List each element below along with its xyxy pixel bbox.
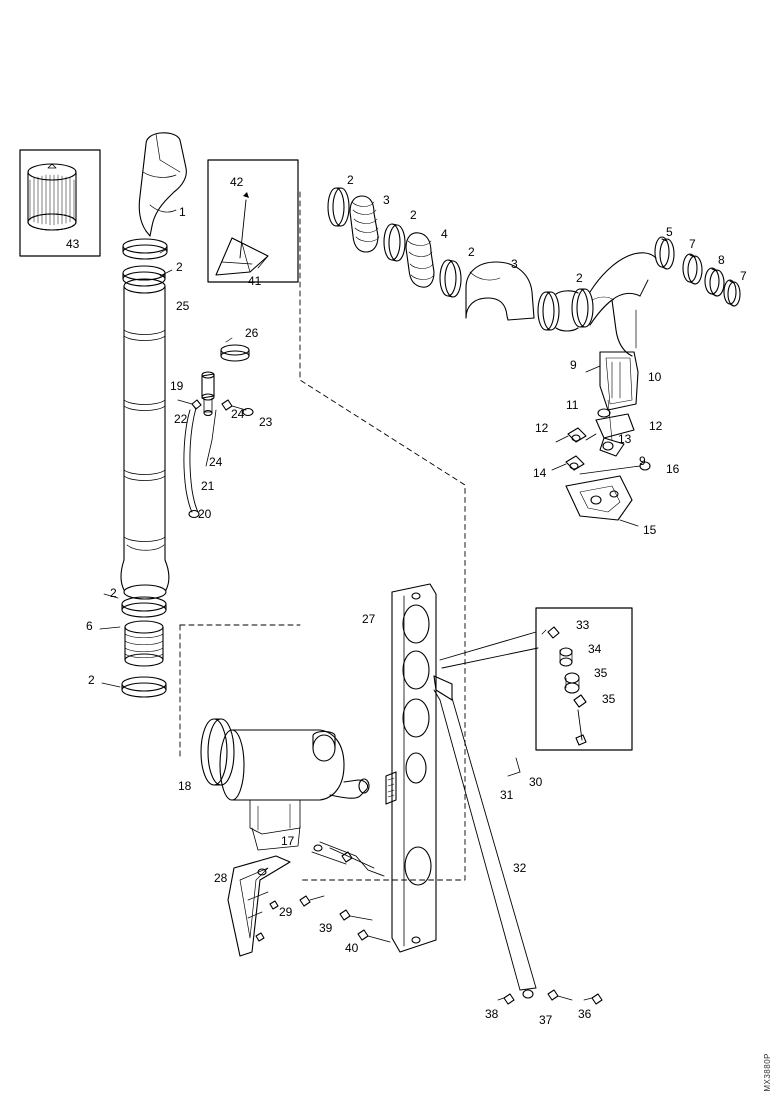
callout-31: 31	[500, 788, 514, 802]
callout-1: 1	[179, 205, 186, 219]
callout-12a: 12	[649, 419, 663, 433]
callout-15: 15	[643, 523, 657, 537]
callout-9a: 9	[570, 358, 577, 372]
callout-25: 25	[176, 299, 190, 313]
callout-3a: 3	[383, 193, 390, 207]
callout-40: 40	[345, 941, 359, 955]
callout-22: 22	[174, 412, 188, 426]
callout-21: 21	[201, 479, 215, 493]
callout-27: 27	[362, 612, 376, 626]
callout-11: 11	[566, 398, 579, 412]
callout-34: 34	[588, 642, 602, 656]
callout-8: 8	[718, 253, 725, 267]
callout-7a: 7	[689, 237, 696, 251]
callout-12b: 12	[535, 421, 549, 435]
part-top-right-hose-assembly	[328, 188, 656, 356]
callout-6: 6	[86, 619, 93, 633]
callout-3b: 3	[511, 257, 518, 271]
callout-38: 38	[485, 1007, 499, 1021]
callout-20: 20	[198, 507, 212, 521]
callout-24b: 24	[209, 455, 223, 469]
callout-19: 19	[170, 379, 184, 393]
callout-43: 43	[66, 237, 80, 251]
diagram-reference-code: MX3880P	[763, 1053, 772, 1092]
callout-2e: 2	[576, 271, 583, 285]
part-lower-clamp-stack	[100, 594, 166, 697]
part-25-vertical-tube	[124, 279, 165, 560]
part-9-16-linkage-cluster	[552, 352, 650, 526]
callout-29: 29	[279, 905, 293, 919]
callout-13: 13	[618, 432, 632, 446]
callout-30: 30	[529, 775, 543, 789]
callout-17: 17	[281, 834, 295, 848]
part-19-24-tube-cluster	[178, 338, 253, 521]
callout-2g: 2	[88, 673, 95, 687]
callout-2d: 2	[468, 245, 475, 259]
part-right-rings	[655, 237, 740, 306]
callout-4: 4	[441, 227, 448, 241]
callout-33: 33	[576, 618, 590, 632]
part-1-intake-elbow	[139, 133, 186, 236]
part-43-boxed-filter	[20, 150, 100, 256]
callout-36: 36	[578, 1007, 592, 1021]
part-lower-tube-bend	[121, 545, 169, 599]
callout-41: 41	[248, 274, 262, 288]
callout-2b: 2	[347, 173, 354, 187]
part-27-frame-rail	[386, 584, 436, 952]
callout-2a: 2	[176, 260, 183, 274]
callout-10: 10	[648, 370, 662, 384]
callout-7b: 7	[740, 269, 747, 283]
part-17-18-air-cleaner	[201, 719, 384, 876]
part-fasteners-lower	[300, 848, 390, 942]
callout-35a: 35	[594, 666, 608, 680]
callout-18: 18	[178, 779, 192, 793]
callout-2c: 2	[410, 208, 417, 222]
callout-35b: 35	[602, 692, 616, 706]
callout-37: 37	[539, 1013, 553, 1027]
callout-16: 16	[666, 462, 680, 476]
callout-32: 32	[513, 861, 527, 875]
callout-26: 26	[245, 326, 259, 340]
callout-24a: 24	[231, 407, 245, 421]
callout-42: 42	[230, 175, 244, 189]
callout-2f: 2	[110, 586, 117, 600]
callout-14: 14	[533, 466, 547, 480]
callout-23: 23	[259, 415, 273, 429]
callout-5: 5	[666, 225, 673, 239]
callout-39: 39	[319, 921, 333, 935]
callout-28: 28	[214, 871, 228, 885]
callout-9b: 9	[639, 454, 646, 468]
part-41-42-boxed-detail	[208, 160, 298, 282]
